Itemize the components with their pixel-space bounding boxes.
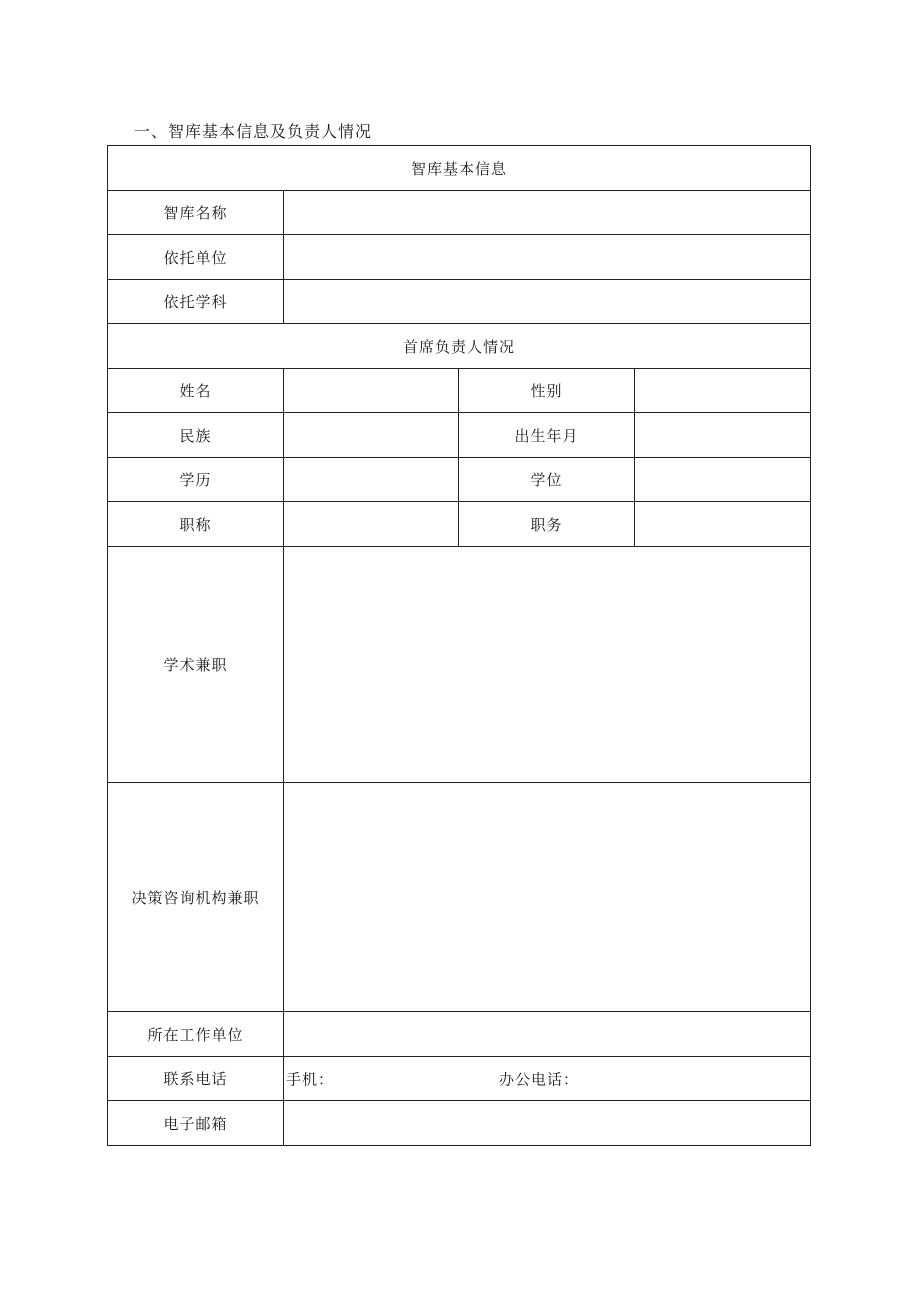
workplace-field[interactable]: [284, 1012, 811, 1057]
basic-info-section-title: 智库基本信息: [108, 146, 811, 191]
email-row: [108, 1101, 811, 1146]
chief-section-title: 首席负责人情况: [108, 324, 811, 369]
email-field[interactable]: [284, 1101, 811, 1146]
birth-field[interactable]: [635, 413, 811, 458]
advisory-roles-label: 决策咨询机构兼职: [108, 783, 284, 1012]
gender-label: 性别: [459, 369, 635, 413]
basic-info-header-row: [108, 146, 811, 191]
chief-header-row: [108, 324, 811, 369]
ethnicity-field[interactable]: [284, 413, 459, 458]
position-label: 职务: [459, 502, 635, 547]
degree-field[interactable]: [635, 458, 811, 502]
mobile-label: 手机：: [286, 1070, 335, 1088]
contact-phone-row: [108, 1057, 811, 1101]
title-position-row: [108, 502, 811, 547]
ethnicity-birth-row: [108, 413, 811, 458]
education-label: 学历: [108, 458, 284, 502]
think-tank-name-field[interactable]: [284, 191, 811, 235]
advisory-roles-row: [108, 783, 811, 1012]
workplace-row: [108, 1012, 811, 1057]
host-unit-label: 依托单位: [108, 235, 284, 280]
contact-phone-field[interactable]: [284, 1057, 811, 1101]
email-label: 电子邮箱: [108, 1101, 284, 1146]
chief-name-label: 姓名: [108, 369, 284, 413]
advisory-roles-field[interactable]: [284, 783, 811, 1012]
chief-name-field[interactable]: [284, 369, 459, 413]
workplace-label: 所在工作单位: [108, 1012, 284, 1057]
contact-phone-label: 联系电话: [108, 1057, 284, 1101]
name-gender-row: [108, 369, 811, 413]
think-tank-info-table: [107, 145, 811, 1146]
host-unit-row: [108, 235, 811, 280]
birth-label: 出生年月: [459, 413, 635, 458]
host-discipline-label: 依托学科: [108, 280, 284, 324]
professional-title-field[interactable]: [284, 502, 459, 547]
position-field[interactable]: [635, 502, 811, 547]
education-field[interactable]: [284, 458, 459, 502]
host-unit-field[interactable]: [284, 235, 811, 280]
degree-label: 学位: [459, 458, 635, 502]
academic-roles-row: [108, 547, 811, 783]
host-discipline-row: [108, 280, 811, 324]
education-degree-row: [108, 458, 811, 502]
office-phone-label: 办公电话：: [499, 1070, 580, 1088]
gender-field[interactable]: [635, 369, 811, 413]
professional-title-label: 职称: [108, 502, 284, 547]
academic-roles-field[interactable]: [284, 547, 811, 783]
section-heading: 一、智库基本信息及负责人情况: [134, 122, 373, 141]
host-discipline-field[interactable]: [284, 280, 811, 324]
academic-roles-label: 学术兼职: [108, 547, 284, 783]
ethnicity-label: 民族: [108, 413, 284, 458]
think-tank-name-row: [108, 191, 811, 235]
think-tank-name-label: 智库名称: [108, 191, 284, 235]
